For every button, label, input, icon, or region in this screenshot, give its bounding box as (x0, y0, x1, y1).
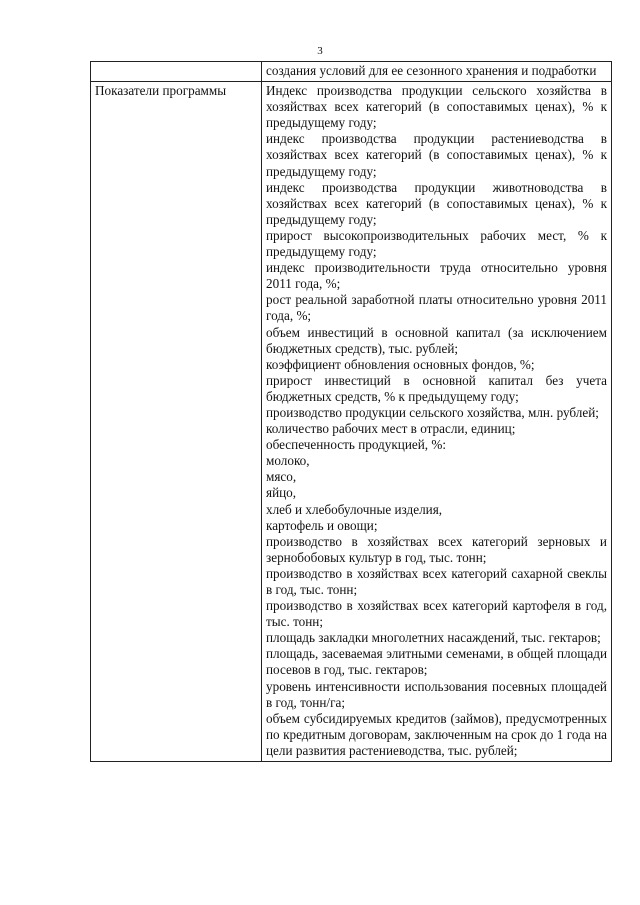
indicator-item: Индекс производства продукции сельского хозяйства в хозяйствах всех категорий (в сопоставимых ценах), % к предыдущему году; (266, 83, 607, 131)
row-content (262, 62, 612, 82)
indicator-list (262, 82, 612, 762)
indicator-item: индекс производства продукции животноводства в хозяйствах всех категорий (в сопоставимых ценах), % к предыдущему году; (266, 179, 607, 227)
row-label-program-indicators: Показатели программы (91, 82, 262, 762)
indicator-item: рост реальной заработной платы относительно уровня 2011 года, %; (266, 292, 607, 324)
indicator-item: картофель и овощи; (266, 517, 378, 533)
indicator-item: объем субсидируемых кредитов (займов), предусмотренных по кредитным договорам, заключенным на срок до 1 года на цели развития растениеводства, тыс. рублей; (266, 710, 607, 758)
continuation-text: создания условий для ее сезонного хранения и подработки (266, 63, 597, 78)
indicator-item: мясо, (266, 469, 297, 485)
indicator-item: прирост инвестиций в основной капитал без учета бюджетных средств, % к предыдущему году; (266, 372, 607, 404)
program-passport-table (90, 61, 612, 762)
indicator-item: индекс производства продукции растениеводства в хозяйствах всех категорий (в сопоставимых ценах), % к предыдущему году; (266, 131, 607, 179)
indicator-item: производство в хозяйствах всех категорий сахарной свеклы в год, тыс. тонн; (266, 565, 607, 597)
indicator-item: производство продукции сельского хозяйства, млн. рублей; (266, 404, 599, 420)
indicator-item: объем инвестиций в основной капитал (за исключением бюджетных средств), тыс. рублей; (266, 324, 607, 356)
indicator-item: молоко, (266, 453, 310, 469)
row-label-empty (91, 62, 262, 82)
indicator-item: яйцо, (266, 485, 297, 501)
indicator-item: площадь закладки многолетних насаждений, тыс. гектаров; (266, 630, 601, 646)
indicator-item: уровень интенсивности использования посевных площадей в год, тонн/га; (266, 678, 607, 710)
indicator-item: индекс производительности труда относительно уровня 2011 года, %; (266, 260, 607, 292)
indicator-item: производство в хозяйствах всех категорий зерновых и зернобобовых культур в год, тыс. тонн; (266, 533, 607, 565)
table-row (91, 82, 612, 762)
indicator-item: обеспеченность продукцией, %: (266, 437, 447, 453)
indicator-item: количество рабочих мест в отрасли, единиц; (266, 421, 516, 437)
indicator-item: хлеб и хлебобулочные изделия, (266, 501, 443, 517)
table-row (91, 62, 612, 82)
indicator-item: производство в хозяйствах всех категорий картофеля в год, тыс. тонн; (266, 598, 607, 630)
indicator-item: прирост высокопроизводительных рабочих мест, % к предыдущему году; (266, 227, 607, 260)
page-number: 3 (317, 45, 323, 57)
indicator-item: коэффициент обновления основных фондов, %; (266, 356, 535, 372)
indicator-item: площадь, засеваемая элитными семенами, в общей площади посевов в год, тыс. гектаров; (266, 646, 607, 678)
